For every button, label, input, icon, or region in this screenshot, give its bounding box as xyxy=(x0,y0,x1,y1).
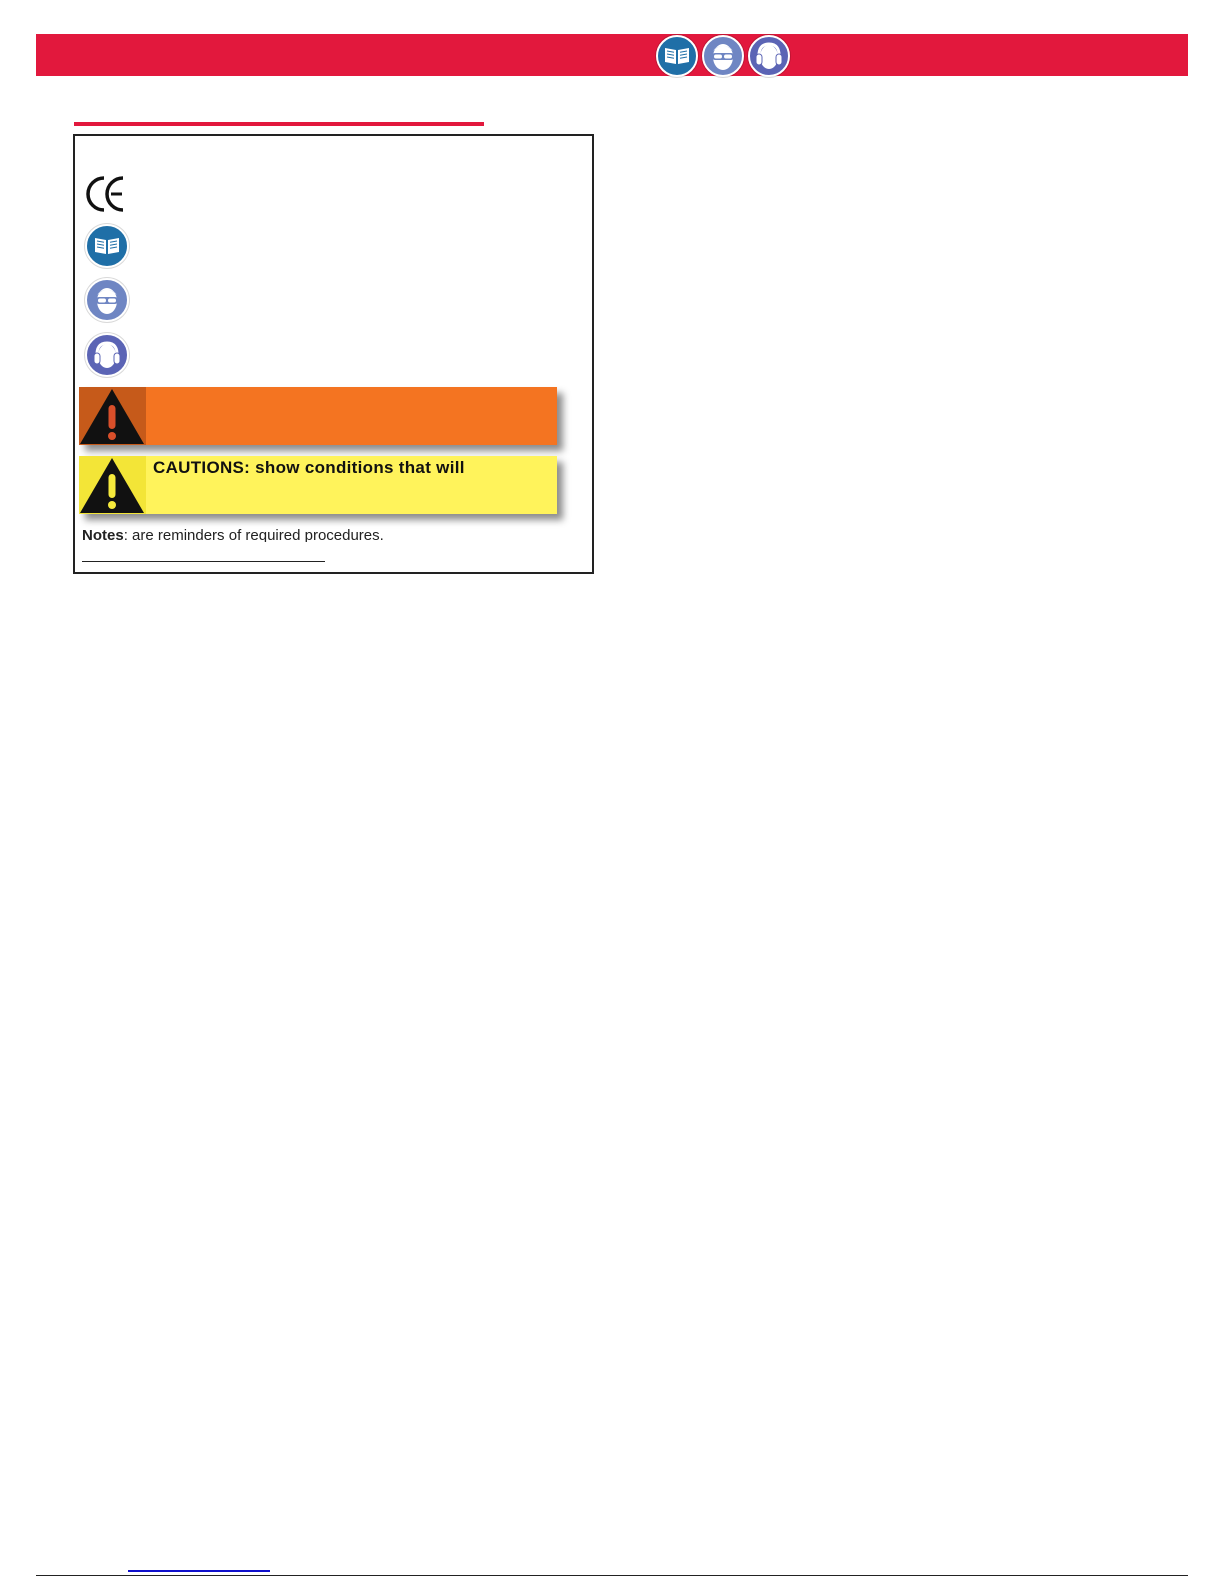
read-manual-icon xyxy=(656,35,698,77)
ear-protection-icon xyxy=(85,333,129,377)
page-bottom-rule xyxy=(36,1575,1188,1576)
header-banner xyxy=(36,34,1188,76)
notes-label: Notes xyxy=(82,527,124,542)
header-safety-icons xyxy=(656,35,790,77)
caution-banner xyxy=(79,456,557,514)
safety-symbols-legend xyxy=(73,134,594,574)
read-manual-icon xyxy=(85,224,129,268)
ce-mark-icon xyxy=(85,174,127,214)
notes-text: : are reminders of required procedures. xyxy=(123,527,384,542)
footer-link[interactable] xyxy=(128,1570,270,1572)
caution-text: CAUTIONS: show conditions that will xyxy=(153,458,465,477)
notes-line xyxy=(82,525,582,542)
caution-triangle-icon xyxy=(79,456,146,514)
warning-triangle-icon xyxy=(79,387,146,445)
eye-protection-icon xyxy=(85,278,129,322)
warning-banner xyxy=(79,387,557,445)
section-heading-rule xyxy=(74,122,484,126)
ear-protection-icon xyxy=(748,35,790,77)
eye-protection-icon xyxy=(702,35,744,77)
footnote-rule xyxy=(82,561,325,562)
